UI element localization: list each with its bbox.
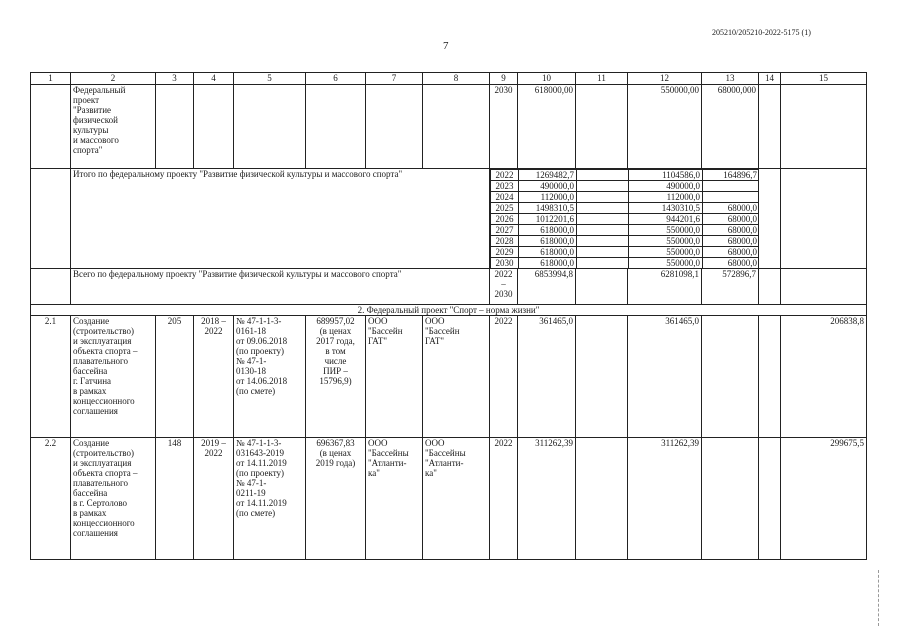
amount-cell: 550000,0 bbox=[629, 236, 703, 247]
year-cell: 2022 bbox=[491, 170, 519, 181]
column-number: 10 bbox=[518, 73, 576, 85]
operator-cell: ООО "Бассейн ГАТ" bbox=[423, 316, 490, 438]
amount-cell: 618000,0 bbox=[519, 225, 577, 236]
amount-cell: 68000,0 bbox=[703, 258, 759, 269]
project-name: Федеральный проект "Развитие физической культуры и массового спорта" bbox=[71, 85, 156, 169]
amount-cell: 112000,0 bbox=[629, 192, 703, 203]
amount-cell: 68000,0 bbox=[703, 214, 759, 225]
amount-cell: 361465,0 bbox=[628, 316, 702, 438]
margin-dash-line bbox=[878, 570, 880, 626]
year-total-row bbox=[491, 258, 759, 269]
year-cell: 2029 bbox=[491, 247, 519, 258]
year-total-row bbox=[491, 247, 759, 258]
amount-cell: 68000,0 bbox=[703, 225, 759, 236]
column-number: 12 bbox=[628, 73, 702, 85]
capacity-cell: 205 bbox=[156, 316, 194, 438]
amount-cell: 1498310,5 bbox=[519, 203, 577, 214]
column-number: 13 bbox=[702, 73, 759, 85]
amount-cell: 1430310,5 bbox=[629, 203, 703, 214]
page-number: 7 bbox=[443, 40, 449, 52]
document-reference: 205210/205210-2022-5175 (1) bbox=[712, 28, 811, 37]
year-total-row bbox=[491, 203, 759, 214]
column-number: 3 bbox=[156, 73, 194, 85]
column-number: 9 bbox=[490, 73, 518, 85]
table-row bbox=[31, 85, 867, 169]
year-total-row bbox=[491, 214, 759, 225]
cost-cell: 696367,83 (в ценах 2019 года) bbox=[306, 438, 366, 560]
amount-cell: 68000,0 bbox=[703, 203, 759, 214]
amount-cell: 361465,0 bbox=[518, 316, 576, 438]
amount-cell bbox=[703, 192, 759, 203]
amount-cell: 618000,00 bbox=[518, 85, 576, 169]
year-cell: 2027 bbox=[491, 225, 519, 236]
row-number: 2.1 bbox=[31, 316, 71, 438]
capacity-cell: 148 bbox=[156, 438, 194, 560]
column-number: 7 bbox=[366, 73, 423, 85]
amount-cell: 618000,0 bbox=[519, 236, 577, 247]
year-cell: 2022 bbox=[490, 438, 518, 560]
total-label: Итого по федеральному проекту "Развитие физической культуры и массового спорта" bbox=[71, 169, 490, 269]
amount-cell: 6853994,8 bbox=[518, 269, 576, 305]
year-cell: 2024 bbox=[491, 192, 519, 203]
amount-cell: 206838,8 bbox=[781, 316, 867, 438]
section-row bbox=[31, 305, 867, 316]
amount-cell: 944201,6 bbox=[629, 214, 703, 225]
year-cell: 2022 bbox=[490, 316, 518, 438]
object-name: Создание (строительство) и эксплуатация объекта спорта – плавательного бассейна в г. Сертолово в рамках концессионного соглашения bbox=[71, 438, 156, 560]
amount-cell: 68000,0 bbox=[703, 236, 759, 247]
year-total-row bbox=[491, 236, 759, 247]
amount-cell: 6281098,1 bbox=[628, 269, 702, 305]
grand-total-row bbox=[31, 269, 867, 305]
amount-cell: 550000,0 bbox=[629, 247, 703, 258]
amount-cell: 550000,0 bbox=[629, 258, 703, 269]
amount-cell: 311262,39 bbox=[628, 438, 702, 560]
concessionaire-cell: ООО "Бассейн ГАТ" bbox=[366, 316, 423, 438]
amount-cell: 490000,0 bbox=[629, 181, 703, 192]
expertise-cell: № 47-1-1-3- 0161-18 от 09.06.2018 (по проекту) № 47-1- 0130-18 от 14.06.2018 (по смете) bbox=[234, 316, 306, 438]
column-number: 8 bbox=[423, 73, 490, 85]
year-cell: 2026 bbox=[491, 214, 519, 225]
amount-cell: 68000,000 bbox=[702, 85, 759, 169]
year-total-row bbox=[491, 192, 759, 203]
year-range: 2022 – 2030 bbox=[490, 269, 518, 305]
period-cell: 2018 – 2022 bbox=[194, 316, 234, 438]
year-cell: 2030 bbox=[490, 85, 518, 169]
column-number: 15 bbox=[781, 73, 867, 85]
amount-cell: 550000,00 bbox=[628, 85, 702, 169]
table-row bbox=[31, 438, 867, 560]
column-number: 11 bbox=[576, 73, 628, 85]
amount-cell: 164896,7 bbox=[703, 170, 759, 181]
total-row bbox=[31, 169, 867, 269]
object-name: Создание (строительство) и эксплуатация объекта спорта – плавательного бассейна г. Гатчина в рамках концессионного соглашения bbox=[71, 316, 156, 438]
amount-cell: 299675,5 bbox=[781, 438, 867, 560]
yearly-totals bbox=[490, 169, 759, 268]
column-number: 1 bbox=[31, 73, 71, 85]
row-number: 2.2 bbox=[31, 438, 71, 560]
section-title: 2. Федеральный проект "Спорт – норма жизни" bbox=[31, 305, 867, 316]
expertise-cell: № 47-1-1-3- 031643-2019 от 14.11.2019 (по проекту) № 47-1- 0211-19 от 14.11.2019 (по смете) bbox=[234, 438, 306, 560]
year-cell: 2030 bbox=[491, 258, 519, 269]
column-number: 14 bbox=[759, 73, 781, 85]
amount-cell: 618000,0 bbox=[519, 258, 577, 269]
amount-cell: 112000,0 bbox=[519, 192, 577, 203]
amount-cell: 68000,0 bbox=[703, 247, 759, 258]
year-cell: 2028 bbox=[491, 236, 519, 247]
amount-cell: 550000,0 bbox=[629, 225, 703, 236]
column-number-row bbox=[31, 73, 867, 85]
column-number: 2 bbox=[71, 73, 156, 85]
grand-total-label: Всего по федеральному проекту "Развитие физической культуры и массового спорта" bbox=[71, 269, 490, 305]
period-cell: 2019 – 2022 bbox=[194, 438, 234, 560]
column-number: 4 bbox=[194, 73, 234, 85]
concessionaire-cell: ООО "Бассейны "Атланти- ка" bbox=[366, 438, 423, 560]
year-cell: 2025 bbox=[491, 203, 519, 214]
year-total-row bbox=[491, 170, 759, 181]
table-row bbox=[31, 316, 867, 438]
amount-cell: 618000,0 bbox=[519, 247, 577, 258]
year-total-row bbox=[491, 225, 759, 236]
column-number: 5 bbox=[234, 73, 306, 85]
amount-cell bbox=[703, 181, 759, 192]
year-total-row bbox=[491, 181, 759, 192]
amount-cell: 311262,39 bbox=[518, 438, 576, 560]
amount-cell: 490000,0 bbox=[519, 181, 577, 192]
data-table bbox=[30, 72, 867, 560]
operator-cell: ООО "Бассейны "Атланти- ка" bbox=[423, 438, 490, 560]
cost-cell: 689957,02 (в ценах 2017 года, в том числе ПИР – 15796,9) bbox=[306, 316, 366, 438]
year-cell: 2023 bbox=[491, 181, 519, 192]
column-number: 6 bbox=[306, 73, 366, 85]
amount-cell: 572896,7 bbox=[702, 269, 759, 305]
amount-cell: 1269482,7 bbox=[519, 170, 577, 181]
amount-cell: 1012201,6 bbox=[519, 214, 577, 225]
amount-cell: 1104586,0 bbox=[629, 170, 703, 181]
